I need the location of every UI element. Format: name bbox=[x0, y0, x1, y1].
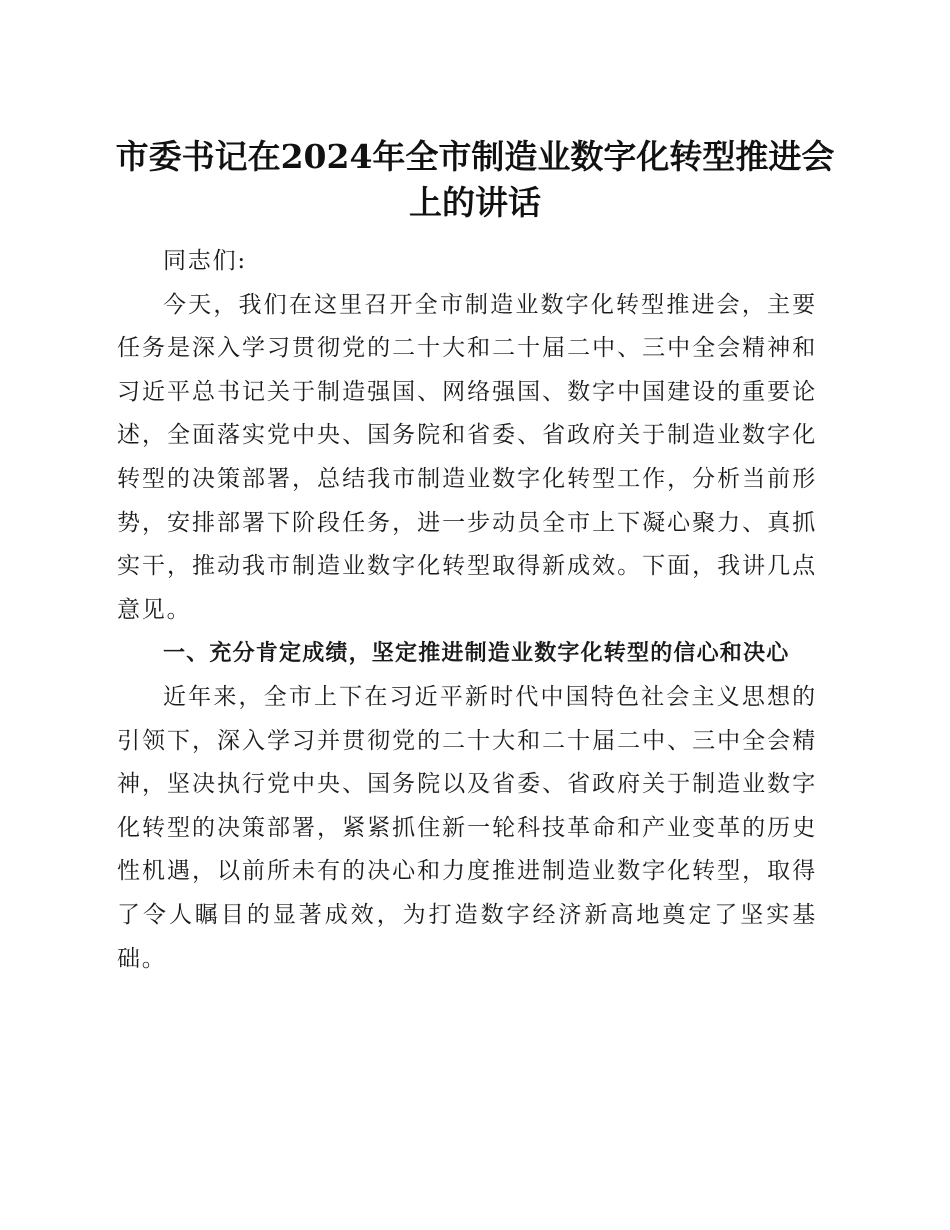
section-heading: 一、充分肯定成绩，坚定推进制造业数字化转型的信心和决心 bbox=[163, 641, 790, 667]
salutation: 同志们: bbox=[163, 248, 247, 274]
section-paragraph: 近年来，全市上下在习近平新时代中国特色社会主义思想的引领下，深入学习并贯彻党的二十大和二十届二中、三中全会精神，坚决执行党中央、国务院以及省委、省政府关于制造业数字化转型的决策部署，紧紧抓住新一轮科技革命和产业变革的历史性机遇，以前所未有的决心和力度推进制造业数字化转型，取得了令人瞩目的显著成效，为打造数字经济新高地奠定了坚实基础。 bbox=[117, 683, 817, 972]
document-body bbox=[117, 240, 817, 981]
intro-paragraph: 今天，我们在这里召开全市制造业数字化转型推进会，主要任务是深入学习贯彻党的二十大和二十届二中、三中全会精神和习近平总书记关于制造强国、网络强国、数字中国建设的重要论述，全面落实党中央、国务院和省委、省政府关于制造业数字化转型的决策部署，总结我市制造业数字化转型工作，分析当前形势，安排部署下阶段任务，进一步动员全市上下凝心聚力、真抓实干，推动我市制造业数字化转型取得新成效。下面，我讲几点意见。 bbox=[117, 291, 817, 623]
document-title: 市委书记在2024年全市制造业数字化转型推进会上的讲话 bbox=[115, 137, 835, 222]
